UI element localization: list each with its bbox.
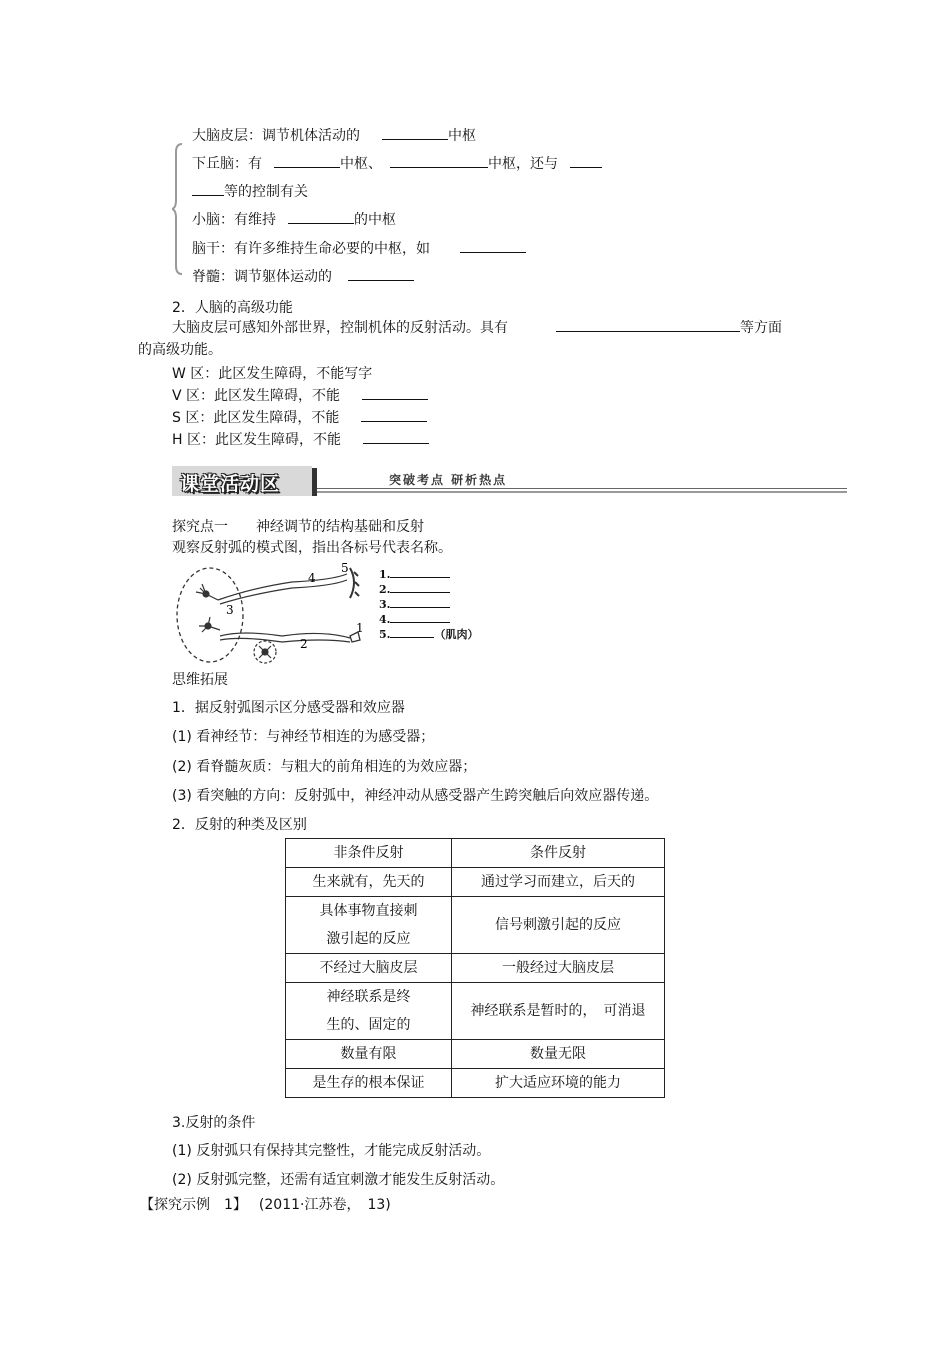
paragraph-line: 的高级功能。 bbox=[138, 342, 222, 358]
answer-blank[interactable] bbox=[390, 155, 488, 168]
v-area-line: V 区：此区发生障碍，不能 bbox=[172, 387, 428, 405]
table-cell: 神经联系是暂时的， 可消退 bbox=[452, 983, 665, 1040]
answer-blank[interactable] bbox=[274, 155, 340, 168]
h-area-line: H 区：此区发生障碍，不能 bbox=[172, 431, 429, 449]
table-cell: 数量无限 bbox=[452, 1040, 665, 1069]
answer-blank[interactable] bbox=[362, 387, 428, 400]
diagram-label-1: 1. bbox=[379, 567, 450, 582]
table-cell: 神经联系是终 生的、固定的 bbox=[286, 983, 452, 1040]
answer-blank[interactable] bbox=[348, 268, 414, 281]
table-row bbox=[286, 868, 665, 897]
effector-muscle bbox=[350, 568, 359, 598]
table-cell: 生来就有，先天的 bbox=[286, 868, 452, 897]
table-header-cell: 条件反射 bbox=[452, 839, 665, 868]
diagram-number-5: 5 bbox=[341, 561, 349, 575]
answer-blank[interactable] bbox=[382, 127, 448, 140]
table-row bbox=[286, 954, 665, 983]
spinal-line: 脊髓：调节躯体运动的 bbox=[192, 268, 414, 286]
answer-blank[interactable] bbox=[390, 627, 434, 638]
table-row bbox=[286, 897, 665, 954]
example-line: 【探究示例 1】 (2011·江苏卷， 13) bbox=[140, 1197, 391, 1213]
answer-blank[interactable] bbox=[361, 409, 427, 422]
s-area-line: S 区：此区发生障碍，不能 bbox=[172, 409, 427, 427]
table-header-row bbox=[286, 839, 665, 868]
cerebellum-line: 小脑：有维持 的中枢 bbox=[192, 212, 396, 228]
table-row bbox=[286, 1069, 665, 1098]
thinking-heading: 思维拓展 bbox=[172, 672, 228, 688]
curly-brace-icon bbox=[172, 140, 186, 278]
diagram-label-4: 4. bbox=[379, 612, 450, 627]
answer-blank[interactable] bbox=[390, 582, 450, 593]
section-banner bbox=[172, 466, 847, 496]
table-cell: 是生存的根本保证 bbox=[286, 1069, 452, 1098]
table-cell: 信号刺激引起的反应 bbox=[452, 897, 665, 954]
table-cell: 不经过大脑皮层 bbox=[286, 954, 452, 983]
banner-rule bbox=[317, 488, 847, 489]
paragraph-line: (1) 反射弧只有保持其完整性，才能完成反射活动。 bbox=[172, 1143, 491, 1159]
hypothalamus-line: 下丘脑：有 中枢、 中枢，还与 bbox=[192, 155, 602, 173]
answer-blank[interactable] bbox=[390, 612, 450, 623]
diagram-number-2: 2 bbox=[300, 637, 308, 651]
answer-blank[interactable] bbox=[288, 211, 354, 224]
conditions-heading: 3.反射的条件 bbox=[172, 1115, 256, 1131]
banner-title: 课堂活动区 bbox=[180, 473, 281, 495]
diagram-number-3: 3 bbox=[226, 603, 234, 617]
paragraph-line: 1．据反射弧图示区分感受器和效应器 bbox=[172, 700, 405, 716]
diagram-label-2: 2. bbox=[379, 582, 450, 597]
answer-blank[interactable] bbox=[192, 183, 224, 196]
table-cell: 具体事物直接刺 激引起的反应 bbox=[286, 897, 452, 954]
paragraph-line: 大脑皮层可感知外部世界，控制机体的反射活动。具有 等方面 bbox=[172, 320, 782, 336]
diagram-number-1: 1 bbox=[356, 621, 364, 635]
answer-blank[interactable] bbox=[570, 155, 602, 168]
diagram-number-4: 4 bbox=[308, 571, 316, 585]
table-cell: 一般经过大脑皮层 bbox=[452, 954, 665, 983]
table-header-cell: 非条件反射 bbox=[286, 839, 452, 868]
paragraph-line: (1) 看神经节：与神经节相连的为感受器； bbox=[172, 729, 435, 745]
reflex-comparison-table bbox=[285, 838, 665, 1098]
explore-title: 探究点一 神经调节的结构基础和反射 bbox=[172, 519, 424, 535]
cortex-line: 大脑皮层：调节机体活动的 中枢 bbox=[192, 128, 476, 144]
answer-blank[interactable] bbox=[556, 319, 740, 332]
paragraph-line: 2．反射的种类及区别 bbox=[172, 817, 307, 833]
table-cell: 通过学习而建立，后天的 bbox=[452, 868, 665, 897]
banner-subtitle: 突破考点 研析热点 bbox=[389, 473, 508, 487]
brainstem-line: 脑干：有许多维持生命必要的中枢，如 bbox=[192, 240, 526, 258]
answer-blank[interactable] bbox=[390, 597, 450, 608]
table-cell: 扩大适应环境的能力 bbox=[452, 1069, 665, 1098]
w-area-line: W 区：此区发生障碍，不能写字 bbox=[172, 366, 373, 382]
section-heading: 2．人脑的高级功能 bbox=[172, 300, 293, 316]
table-row bbox=[286, 1040, 665, 1069]
paragraph-line: (2) 看脊髓灰质：与粗大的前角相连的为效应器； bbox=[172, 759, 477, 775]
answer-blank[interactable] bbox=[460, 240, 526, 253]
banner-rule bbox=[317, 491, 847, 493]
paragraph-line: (3) 看突触的方向：反射弧中，神经冲动从感受器产生跨突触后向效应器传递。 bbox=[172, 788, 659, 804]
table-row bbox=[286, 983, 665, 1040]
answer-blank[interactable] bbox=[363, 431, 429, 444]
hypothalamus-line-2: 等的控制有关 bbox=[192, 183, 308, 201]
table-cell: 数量有限 bbox=[286, 1040, 452, 1069]
diagram-label-5: 5. （肌肉） bbox=[379, 628, 479, 641]
answer-blank[interactable] bbox=[390, 567, 450, 578]
explore-instruction: 观察反射弧的模式图，指出各标号代表名称。 bbox=[172, 540, 452, 556]
diagram-label-3: 3. bbox=[379, 597, 450, 612]
paragraph-line: (2) 反射弧完整，还需有适宜刺激才能发生反射活动。 bbox=[172, 1172, 505, 1188]
